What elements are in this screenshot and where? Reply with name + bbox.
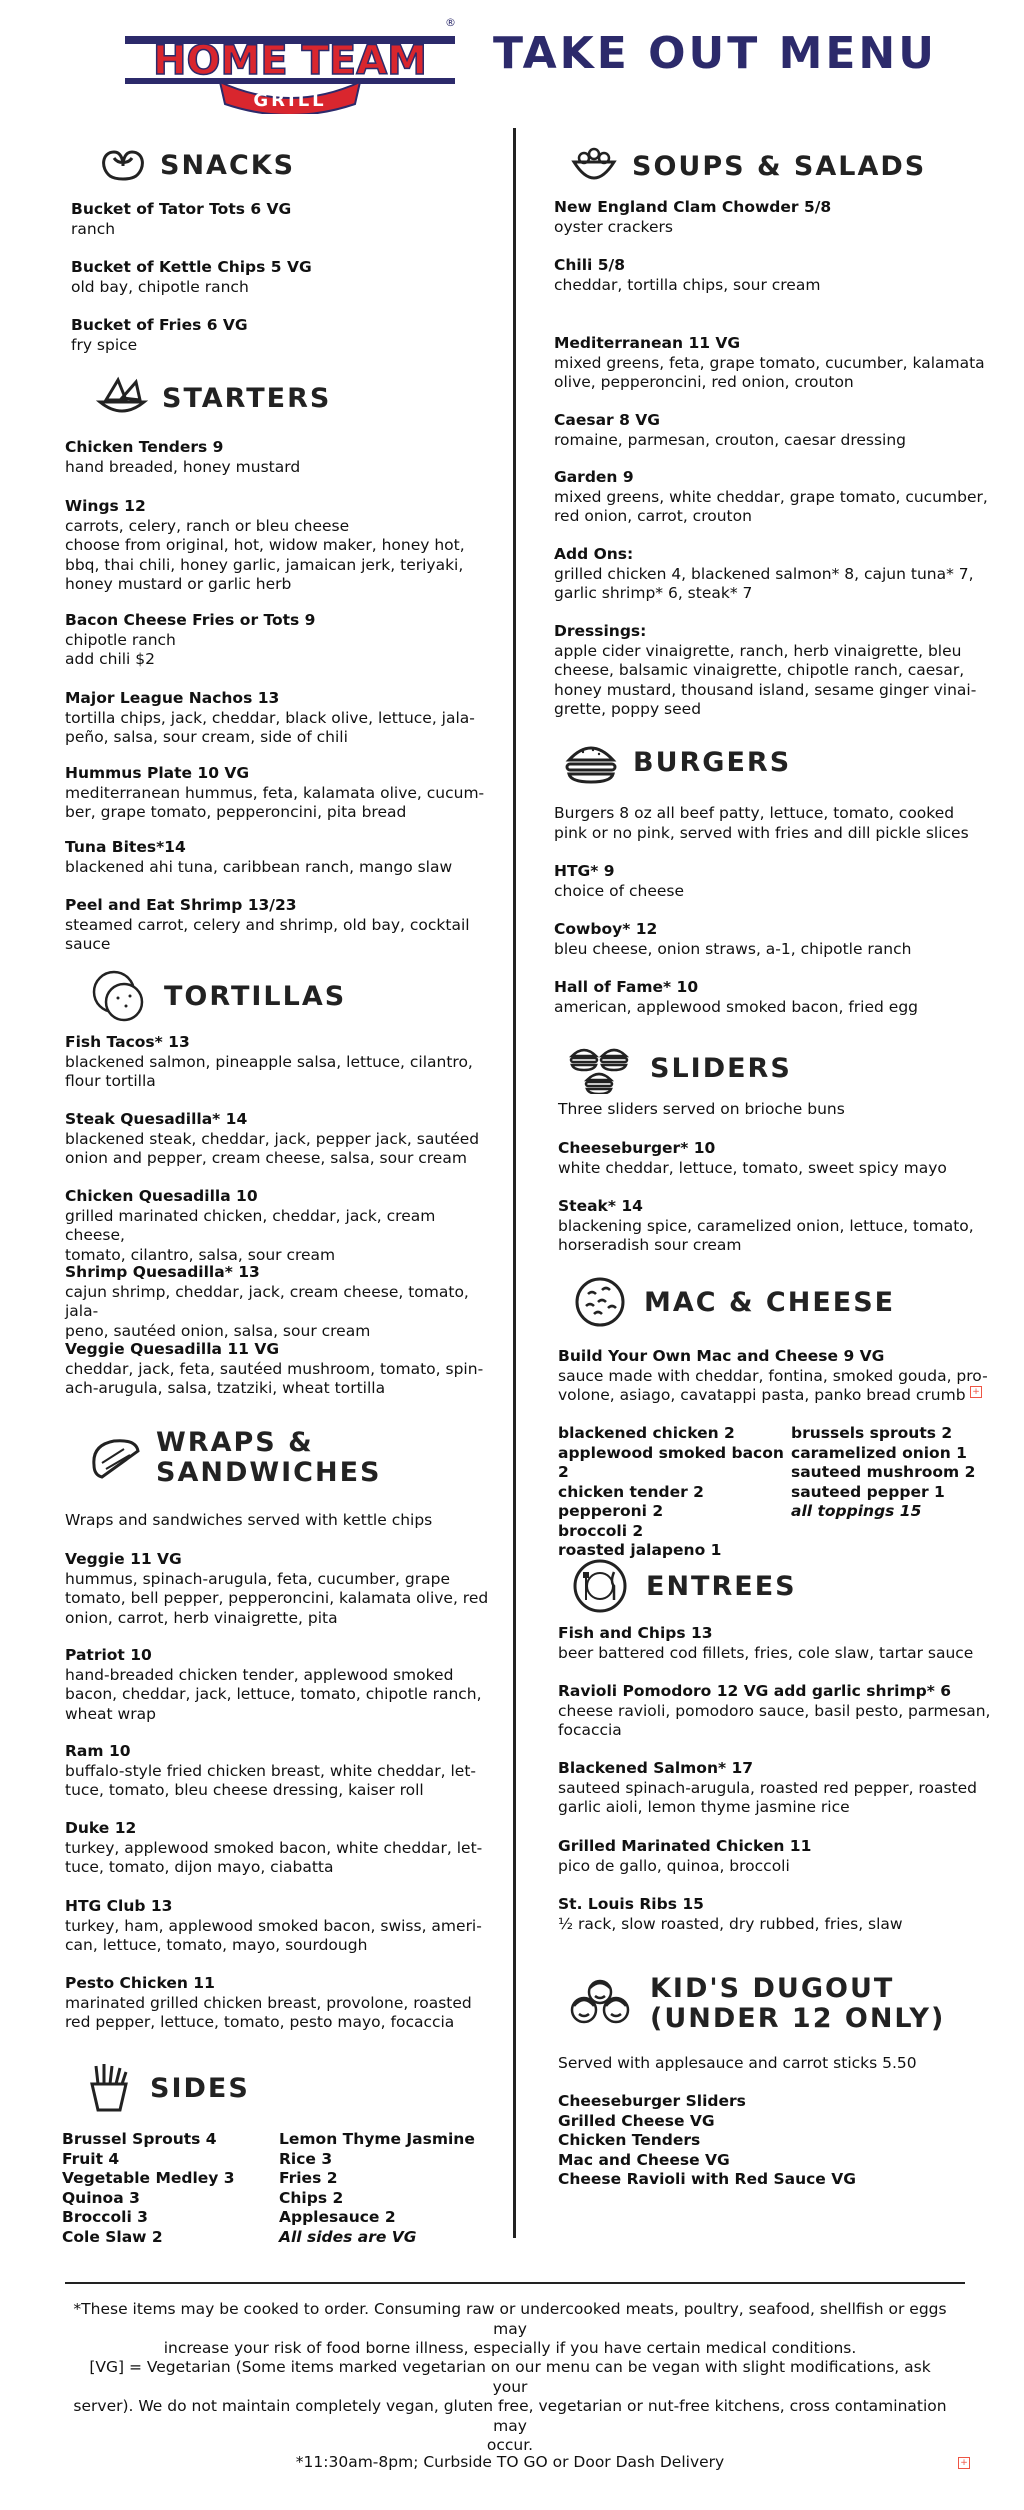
menu-item <box>554 198 994 237</box>
menu-item <box>65 497 495 595</box>
item-name: Veggie Quesadilla 11 VG <box>65 1340 280 1358</box>
item-desc: romaine, parmesan, crouton, caesar dressing <box>554 430 907 449</box>
entrees-title: ENTREES <box>646 1570 797 1602</box>
mac-toppings-column-2 <box>791 1424 1011 1522</box>
item-desc: cheddar, tortilla chips, sour cream <box>554 275 821 294</box>
menu-item <box>65 1974 495 2033</box>
footer-divider <box>65 2282 965 2284</box>
menu-item <box>554 622 994 720</box>
menu-item <box>558 1139 998 1178</box>
item-name: Wings 12 <box>65 497 146 515</box>
item-desc: grilled chicken 4, blackened salmon* 8, cajun tuna* 7, garlic shrimp* 6, steak* 7 <box>554 564 974 602</box>
mac-heading <box>574 1276 895 1328</box>
item-desc: white cheddar, lettuce, tomato, sweet spicy mayo <box>558 1158 947 1177</box>
item-desc: beer battered cod fillets, fries, cole slaw, tartar sauce <box>558 1643 974 1662</box>
sliders-icon <box>568 1042 632 1094</box>
menu-item <box>554 411 994 450</box>
side-item: Lemon Thyme Jasmine Rice 3 <box>279 2130 475 2168</box>
menu-item <box>554 468 994 527</box>
kids-item: Cheeseburger Sliders <box>558 2092 746 2110</box>
item-name: Ram 10 <box>65 1742 131 1760</box>
item-desc: sauce made with cheddar, fontina, smoked gouda, pro- volone, asiago, cavatappi pasta, panko bread crumb <box>558 1366 988 1404</box>
kids-title-line1: KID'S DUGOUT <box>650 1973 895 2004</box>
tortillas-heading <box>90 968 346 1024</box>
kids-item: Mac and Cheese VG <box>558 2150 730 2169</box>
sides-heading <box>84 2062 250 2114</box>
menu-item <box>558 1759 998 1818</box>
item-name: Hall of Fame* 10 <box>554 978 699 996</box>
topping-item: roasted jalapeno 1 <box>558 1541 722 1559</box>
plus-marker-icon: + <box>958 2457 970 2469</box>
sides-column-2 <box>279 2130 509 2247</box>
wraps-heading <box>88 1428 381 1488</box>
starters-heading <box>96 372 331 424</box>
item-desc: cheddar, jack, feta, sautéed mushroom, tomato, spin- ach-arugula, salsa, tzatziki, wheat tortilla <box>65 1359 484 1397</box>
hours-note: *11:30am-8pm; Curbside TO GO or Door Dash Delivery <box>295 2453 725 2471</box>
topping-item: applewood smoked bacon 2 <box>558 1443 784 1481</box>
item-name: Chicken Tenders 9 <box>65 438 224 456</box>
item-desc: apple cider vinaigrette, ranch, herb vinaigrette, bleu cheese, balsamic vinaigrette, chipotle ranch, caesar, honey mustard, thousand island, sesame ginger vinai- grette, poppy seed <box>554 641 977 718</box>
wraps-intro: Wraps and sandwiches served with kettle chips <box>65 1511 433 1529</box>
menu-item <box>554 920 994 959</box>
item-name: Blackened Salmon* 17 <box>558 1759 754 1777</box>
menu-item <box>558 1197 998 1256</box>
snacks-title: SNACKS <box>160 149 296 181</box>
side-item: Cole Slaw 2 <box>62 2227 163 2246</box>
menu-item <box>554 545 994 604</box>
item-name: Steak* 14 <box>558 1197 643 1215</box>
menu-item <box>65 1742 495 1801</box>
pretzel-icon <box>100 146 146 184</box>
menu-item <box>65 896 495 955</box>
logo-registered-mark: ® <box>445 16 455 29</box>
item-desc: buffalo-style fried chicken breast, white cheddar, let- tuce, tomato, bleu cheese dressing, kaiser roll <box>65 1761 476 1799</box>
item-desc: mixed greens, feta, grape tomato, cucumber, kalamata olive, pepperoncini, red onion, crouton <box>554 353 985 391</box>
item-name: Fish and Chips 13 <box>558 1624 713 1642</box>
burgers-title: BURGERS <box>633 746 792 778</box>
kids-item: Chicken Tenders <box>558 2131 701 2149</box>
side-item: Applesauce 2 <box>279 2208 396 2226</box>
item-desc: cajun shrimp, cheddar, jack, cream cheese, tomato, jala- peno, sautéed onion, salsa, sour cream <box>65 1282 469 1340</box>
toppings-note: all toppings 15 <box>791 1502 922 1520</box>
item-name: Major League Nachos 13 <box>65 689 280 707</box>
item-desc: blackened steak, cheddar, jack, pepper jack, sautéed onion and pepper, cream cheese, salsa, sour cream <box>65 1129 480 1167</box>
kids-title-line2: (UNDER 12 ONLY) <box>650 2003 946 2034</box>
menu-item <box>71 258 491 297</box>
fries-icon <box>84 2062 134 2114</box>
sides-title: SIDES <box>150 2072 250 2104</box>
plus-marker-icon: + <box>970 1386 982 1398</box>
menu-item <box>65 1819 495 1878</box>
item-desc: oyster crackers <box>554 217 673 236</box>
item-name: Build Your Own Mac and Cheese 9 VG <box>558 1347 885 1365</box>
side-item: Broccoli 3 <box>62 2208 148 2226</box>
item-name: Add Ons: <box>554 545 634 563</box>
item-desc: american, applewood smoked bacon, fried egg <box>554 997 918 1016</box>
menu-item <box>65 689 495 748</box>
nacho-plate-icon <box>96 372 148 424</box>
item-desc: blackening spice, caramelized onion, lettuce, tomato, horseradish sour cream <box>558 1216 974 1254</box>
item-desc: marinated grilled chicken breast, provolone, roasted red pepper, lettuce, tomato, pesto mayo, focaccia <box>65 1993 472 2031</box>
item-name: Peel and Eat Shrimp 13/23 <box>65 896 297 914</box>
menu-item <box>71 200 491 239</box>
item-desc: hummus, spinach-arugula, feta, cucumber, grape tomato, bell pepper, pepperoncini, kalamata olive, red onion, carrot, herb vinaigrette, pita <box>65 1569 489 1627</box>
kids-intro: Served with applesauce and carrot sticks 5.50 <box>558 2054 917 2072</box>
item-desc: hand breaded, honey mustard <box>65 457 301 476</box>
item-name: Caesar 8 VG <box>554 411 660 429</box>
topping-item: brussels sprouts 2 <box>791 1424 953 1442</box>
menu-item <box>65 764 495 823</box>
sliders-heading <box>568 1042 792 1094</box>
menu-item <box>71 316 491 355</box>
food-safety-warning: *These items may be cooked to order. Consuming raw or undercooked meats, poultry, seafood, shellfish or eggs may increase your risk of food borne illness, especially if you have certain medical conditions. <box>73 2300 947 2357</box>
side-item: Brussel Sprouts 4 <box>62 2130 217 2148</box>
topping-item: sauteed mushroom 2 <box>791 1463 976 1481</box>
item-name: Steak Quesadilla* 14 <box>65 1110 248 1128</box>
item-desc: cheese ravioli, pomodoro sauce, basil pesto, parmesan, focaccia <box>558 1701 991 1739</box>
side-item: Chips 2 <box>279 2188 344 2207</box>
item-name: Bucket of Tator Tots 6 VG <box>71 200 292 218</box>
sliders-title: SLIDERS <box>650 1052 792 1084</box>
home-team-grill-logo <box>125 14 455 114</box>
item-desc: grilled marinated chicken, cheddar, jack, cream cheese, tomato, cilantro, salsa, sour cream <box>65 1206 436 1264</box>
menu-item <box>65 1263 495 1341</box>
item-name: Pesto Chicken 11 <box>65 1974 215 1992</box>
menu-item <box>558 1347 998 1406</box>
item-name: Chicken Quesadilla 10 <box>65 1187 258 1205</box>
logo-text-top: HOME TEAM <box>153 38 427 84</box>
menu-item <box>65 1646 495 1724</box>
item-desc: ranch <box>71 219 116 238</box>
item-desc: old bay, chipotle ranch <box>71 277 249 296</box>
side-item: Fries 2 <box>279 2169 338 2187</box>
topping-item: sauteed pepper 1 <box>791 1482 945 1501</box>
item-desc: steamed carrot, celery and shrimp, old bay, cocktail sauce <box>65 915 470 953</box>
tortilla-icon <box>90 968 146 1024</box>
topping-item: chicken tender 2 <box>558 1482 704 1501</box>
column-divider <box>513 128 516 2238</box>
item-desc: blackened salmon, pineapple salsa, lettuce, cilantro, flour tortilla <box>65 1052 473 1090</box>
mac-toppings-column-1 <box>558 1424 788 1561</box>
item-name: St. Louis Ribs 15 <box>558 1895 704 1913</box>
item-name: Mediterranean 11 VG <box>554 334 741 352</box>
menu-item <box>65 1110 495 1169</box>
item-name: Veggie 11 VG <box>65 1550 182 1568</box>
burger-icon <box>563 740 619 784</box>
menu-item <box>65 1340 495 1399</box>
topping-item: caramelized onion 1 <box>791 1443 967 1462</box>
wraps-title-line1: WRAPS & <box>156 1427 314 1458</box>
item-name: Hummus Plate 10 VG <box>65 764 250 782</box>
item-desc: carrots, celery, ranch or bleu cheese choose from original, hot, widow maker, honey hot, bbq, thai chili, honey garlic, jamaican jerk, teriyaki, honey mustard or garlic herb <box>65 516 465 593</box>
menu-item <box>65 1897 495 1956</box>
item-desc: tortilla chips, jack, cheddar, black olive, lettuce, jala- peño, salsa, sour cream, side of chili <box>65 708 475 746</box>
burgers-intro: Burgers 8 oz all beef patty, lettuce, tomato, cooked pink or no pink, served with fries and dill pickle slices <box>554 804 969 842</box>
item-desc: turkey, ham, applewood smoked bacon, swiss, ameri- can, lettuce, tomato, mayo, sourdough <box>65 1916 482 1954</box>
item-name: Patriot 10 <box>65 1646 152 1664</box>
menu-item <box>65 1187 495 1265</box>
salad-bowl-icon <box>570 146 618 186</box>
mac-title: MAC & CHEESE <box>644 1286 896 1318</box>
topping-item: pepperoni 2 <box>558 1502 664 1520</box>
item-name: Cowboy* 12 <box>554 920 658 938</box>
burgers-heading <box>563 740 791 784</box>
item-desc: bleu cheese, onion straws, a-1, chipotle ranch <box>554 939 912 958</box>
menu-item <box>65 1550 495 1628</box>
item-desc: choice of cheese <box>554 881 685 900</box>
soups-title: SOUPS & SALADS <box>632 150 927 182</box>
item-desc: sauteed spinach-arugula, roasted red pepper, roasted garlic aioli, lemon thyme jasmine rice <box>558 1778 977 1816</box>
item-name: New England Clam Chowder 5/8 <box>554 198 832 216</box>
item-name: Chili 5/8 <box>554 256 625 274</box>
mac-cheese-icon <box>574 1276 626 1328</box>
item-name: Shrimp Quesadilla* 13 <box>65 1263 260 1281</box>
item-desc: pico de gallo, quinoa, broccoli <box>558 1856 790 1875</box>
kids-item: Grilled Cheese VG <box>558 2111 715 2130</box>
item-name: Bucket of Fries 6 VG <box>71 316 248 334</box>
sides-note: All sides are VG <box>279 2227 417 2246</box>
starters-title: STARTERS <box>162 382 332 414</box>
topping-item: blackened chicken 2 <box>558 1424 735 1442</box>
menu-item <box>554 978 994 1017</box>
item-desc: mixed greens, white cheddar, grape tomato, cucumber, red onion, carrot, crouton <box>554 487 988 525</box>
item-name: Cheeseburger* 10 <box>558 1139 716 1157</box>
menu-item <box>65 1033 495 1092</box>
menu-item <box>558 1837 998 1876</box>
menu-item <box>558 1624 998 1663</box>
item-name: Duke 12 <box>65 1819 137 1837</box>
kids-heading <box>568 1974 945 2034</box>
menu-item <box>554 256 994 295</box>
topping-item: broccoli 2 <box>558 1521 644 1540</box>
wraps-title <box>156 1428 381 1488</box>
item-name: Bacon Cheese Fries or Tots 9 <box>65 611 316 629</box>
sandwich-icon <box>88 1435 142 1481</box>
page-title: TAKE OUT MENU <box>493 28 937 79</box>
snacks-heading <box>100 146 295 184</box>
soups-heading <box>570 146 926 186</box>
item-name: Fish Tacos* 13 <box>65 1033 190 1051</box>
item-name: HTG* 9 <box>554 862 615 880</box>
item-name: Dressings: <box>554 622 647 640</box>
entrees-heading <box>572 1558 797 1614</box>
wraps-title-line2: SANDWICHES <box>156 1457 382 1488</box>
side-item: Quinoa 3 <box>62 2188 140 2207</box>
menu-item <box>554 862 994 901</box>
tortillas-title: TORTILLAS <box>164 980 347 1012</box>
kids-faces-icon <box>568 1976 632 2032</box>
item-desc: turkey, applewood smoked bacon, white cheddar, let- tuce, tomato, dijon mayo, ciabatta <box>65 1838 483 1876</box>
item-name: Ravioli Pomodoro 12 VG add garlic shrimp* 6 <box>558 1682 952 1700</box>
vegetarian-note: [VG] = Vegetarian (Some items marked vegetarian on our menu can be vegan with slight modifications, ask your server). We do not maintain completely vegan, gluten free, vegetarian or nut-free kitchens, cross contamination may occur. <box>73 2358 947 2454</box>
menu-item <box>65 611 495 670</box>
item-name: Tuna Bites*14 <box>65 838 186 856</box>
sides-column-1 <box>62 2130 272 2247</box>
kids-item: Cheese Ravioli with Red Sauce VG <box>558 2170 856 2188</box>
sliders-intro: Three sliders served on brioche buns <box>558 1100 845 1118</box>
item-name: Bucket of Kettle Chips 5 VG <box>71 258 312 276</box>
logo-text-bottom: GRILL <box>253 90 327 111</box>
item-desc: hand-breaded chicken tender, applewood smoked bacon, cheddar, jack, lettuce, tomato, chipotle ranch, wheat wrap <box>65 1665 482 1723</box>
menu-item <box>558 1895 998 1934</box>
side-item: Fruit 4 <box>62 2149 120 2168</box>
item-name: HTG Club 13 <box>65 1897 173 1915</box>
item-name: Garden 9 <box>554 468 634 486</box>
menu-item <box>65 838 495 877</box>
item-name: Grilled Marinated Chicken 11 <box>558 1837 812 1855</box>
item-desc: blackened ahi tuna, caribbean ranch, mango slaw <box>65 857 453 876</box>
item-desc: ½ rack, slow roasted, dry rubbed, fries, slaw <box>558 1914 903 1933</box>
kids-items <box>558 2092 998 2190</box>
menu-item <box>554 334 994 393</box>
side-item: Vegetable Medley 3 <box>62 2169 235 2187</box>
menu-item <box>558 1682 998 1741</box>
item-desc: mediterranean hummus, feta, kalamata olive, cucum- ber, grape tomato, pepperoncini, pita bread <box>65 783 485 821</box>
kids-title <box>650 1974 945 2034</box>
item-desc: fry spice <box>71 335 138 354</box>
menu-item <box>65 438 495 477</box>
fork-knife-plate-icon <box>572 1558 628 1614</box>
item-desc: chipotle ranch add chili $2 <box>65 630 176 668</box>
